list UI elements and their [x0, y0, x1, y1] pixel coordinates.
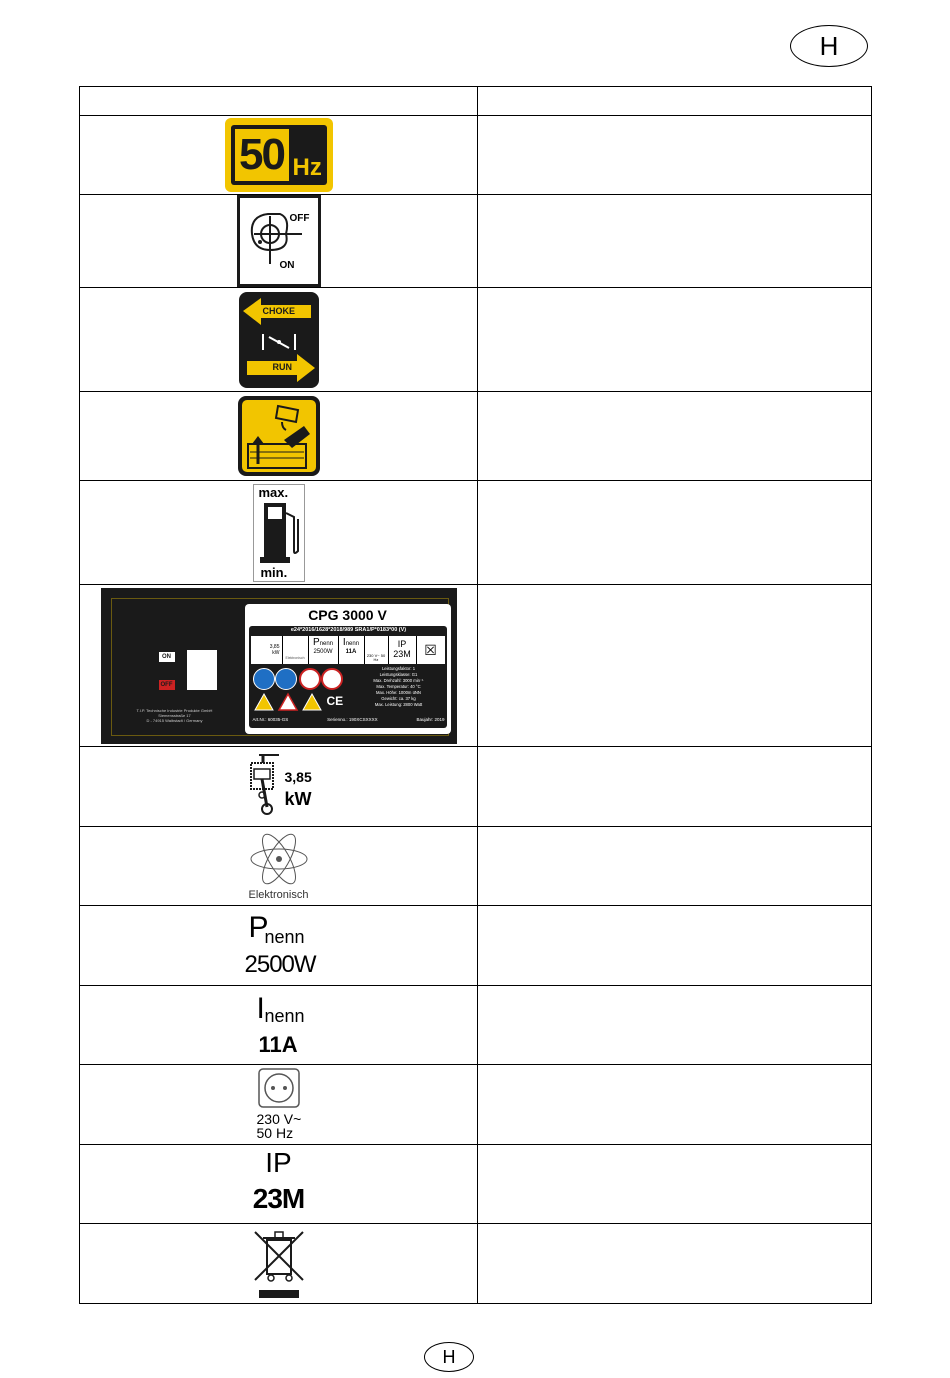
socket-icon — [247, 1067, 311, 1111]
table-row — [80, 585, 872, 747]
elektronisch-symbol — [244, 829, 314, 903]
description-cell — [478, 1065, 872, 1145]
table-row — [80, 1224, 872, 1304]
table-row — [80, 116, 872, 195]
switch-on-label: ON — [279, 260, 295, 271]
table-row — [80, 906, 872, 986]
symbol-cell-i-nenn — [80, 986, 478, 1065]
socket-frequency: 50 Hz — [256, 1124, 294, 1141]
ip-label: IP — [265, 1147, 292, 1178]
plate-manufacturer: T.I.P. Technische Industrie Produkte GmbH Siemensstraße 17 D - 74915 Waibstadt / Germany — [136, 707, 213, 723]
ce-mark: CE — [326, 693, 344, 708]
rating-plate — [101, 588, 457, 744]
engine-power-unit: kW — [284, 788, 312, 809]
plate-socket-box: 230 V~ 50 Hz — [365, 636, 389, 664]
table-row — [80, 1065, 872, 1145]
rated-power-symbol — [244, 909, 316, 983]
rated-current-label: I — [256, 992, 265, 1025]
plate-ip-box: IP 23M — [389, 636, 417, 664]
plate-engine-box: 3,85 kW — [251, 636, 283, 664]
choke-label: CHOKE — [262, 305, 296, 316]
rated-current-symbol — [247, 988, 311, 1062]
oil-fill-icon — [238, 396, 320, 476]
50hz-value: 50 — [239, 130, 284, 179]
symbols-table — [79, 86, 872, 1304]
50hz-unit: Hz — [292, 154, 322, 181]
engine-power-symbol — [245, 751, 313, 823]
table-row — [80, 392, 872, 481]
fuel-level-sign — [253, 484, 305, 582]
symbol-cell-oil — [80, 392, 478, 481]
elektronisch-label: Elektronisch — [248, 889, 309, 901]
table-row — [80, 986, 872, 1065]
table-header-row — [80, 87, 872, 116]
rated-power-label: P — [248, 910, 269, 944]
description-cell — [478, 288, 872, 392]
description-cell — [478, 827, 872, 906]
description-cell — [478, 116, 872, 195]
rated-current-sub: nenn — [264, 1006, 305, 1026]
description-cell — [478, 481, 872, 585]
symbol-cell-fuel — [80, 481, 478, 585]
run-label: RUN — [272, 361, 292, 372]
language-badge-top — [790, 25, 868, 67]
footer-badge-label: H — [442, 1346, 456, 1367]
table-row — [80, 827, 872, 906]
table-row — [80, 481, 872, 585]
plate-approval: e24*2016/1628*2018/989 SRA1/P*0183*00 (V) — [290, 626, 407, 633]
language-badge-bottom — [424, 1342, 474, 1372]
table-row — [80, 288, 872, 392]
table-row — [80, 195, 872, 288]
symbol-cell-ip — [80, 1145, 478, 1224]
ear-protection-icon — [253, 668, 275, 690]
description-cell — [478, 1224, 872, 1304]
switch-off-label: OFF — [289, 213, 310, 224]
plate-label — [245, 604, 451, 734]
fuel-max-label: max. — [258, 484, 289, 500]
description-cell — [478, 585, 872, 747]
plate-on-indicator: ON — [159, 652, 175, 662]
description-cell — [478, 1145, 872, 1224]
choke-run-sign — [239, 292, 319, 388]
plate-off-indicator: OFF — [160, 681, 173, 688]
plate-footer: Art.Nr.: 60035-GS Serienno.: 190XCSXXXX Baujahr: 2019 — [252, 716, 445, 722]
plate-weee-icon: ☒ — [424, 641, 437, 658]
description-cell — [478, 906, 872, 986]
symbol-cell-weee — [80, 1224, 478, 1304]
symbol-cell-choke — [80, 288, 478, 392]
rated-current-value: 11A — [258, 1032, 298, 1057]
plate-specs: Leistungsfaktor: 1 Leistungsklasse: G1 Max. Drehzahl: 3000 min⁻¹ Max. Temperatur: 40 °C Max. Höhe: 1000m üNN Gewicht: ca. 37 kg Max. Leistung: 2800 Watt — [373, 665, 424, 707]
symbol-cell-engine-power — [80, 747, 478, 827]
engine-icon — [245, 751, 313, 823]
socket-symbol — [247, 1067, 311, 1143]
ip-rating-symbol — [249, 1146, 309, 1222]
manual-icon — [275, 668, 297, 690]
symbol-cell-switch — [80, 195, 478, 288]
atom-icon — [244, 829, 314, 889]
language-badge-label: H — [819, 30, 839, 61]
plate-inenn-box: Inenn 11A — [339, 636, 365, 664]
engine-power-value: 3,85 — [284, 768, 312, 785]
description-cell — [478, 195, 872, 288]
oil-warning-sign — [238, 396, 320, 476]
description-cell — [478, 986, 872, 1065]
plate-elektronisch-box: Elektronisch — [283, 636, 309, 664]
rated-power-sub: nenn — [264, 926, 305, 947]
symbol-cell-50hz — [80, 116, 478, 195]
table-row — [80, 1145, 872, 1224]
header-cell-symbol — [80, 87, 478, 116]
socket-voltage: 230 V~ — [256, 1110, 302, 1127]
symbol-cell-socket — [80, 1065, 478, 1145]
plate-socket-cutout — [187, 650, 217, 690]
plate-pnenn-box: Pnenn 2500W — [309, 636, 339, 664]
no-indoor-icon — [321, 668, 343, 690]
ip-value: 23M — [252, 1183, 305, 1214]
plate-model: CPG 3000 V — [308, 606, 387, 623]
header-cell-description — [478, 87, 872, 116]
no-smoking-icon — [299, 668, 321, 690]
50hz-sign — [225, 118, 333, 192]
weee-bin-icon — [249, 1226, 309, 1302]
table-row — [80, 747, 872, 827]
rated-power-value: 2500W — [244, 950, 316, 978]
valve-icon — [240, 198, 318, 284]
symbol-cell-elektronisch — [80, 827, 478, 906]
symbol-cell-p-nenn — [80, 906, 478, 986]
fuel-valve-switch-sign — [237, 195, 321, 287]
description-cell — [478, 392, 872, 481]
symbol-cell-rating-plate — [80, 585, 478, 747]
description-cell — [478, 747, 872, 827]
fuel-min-label: min. — [260, 564, 288, 580]
